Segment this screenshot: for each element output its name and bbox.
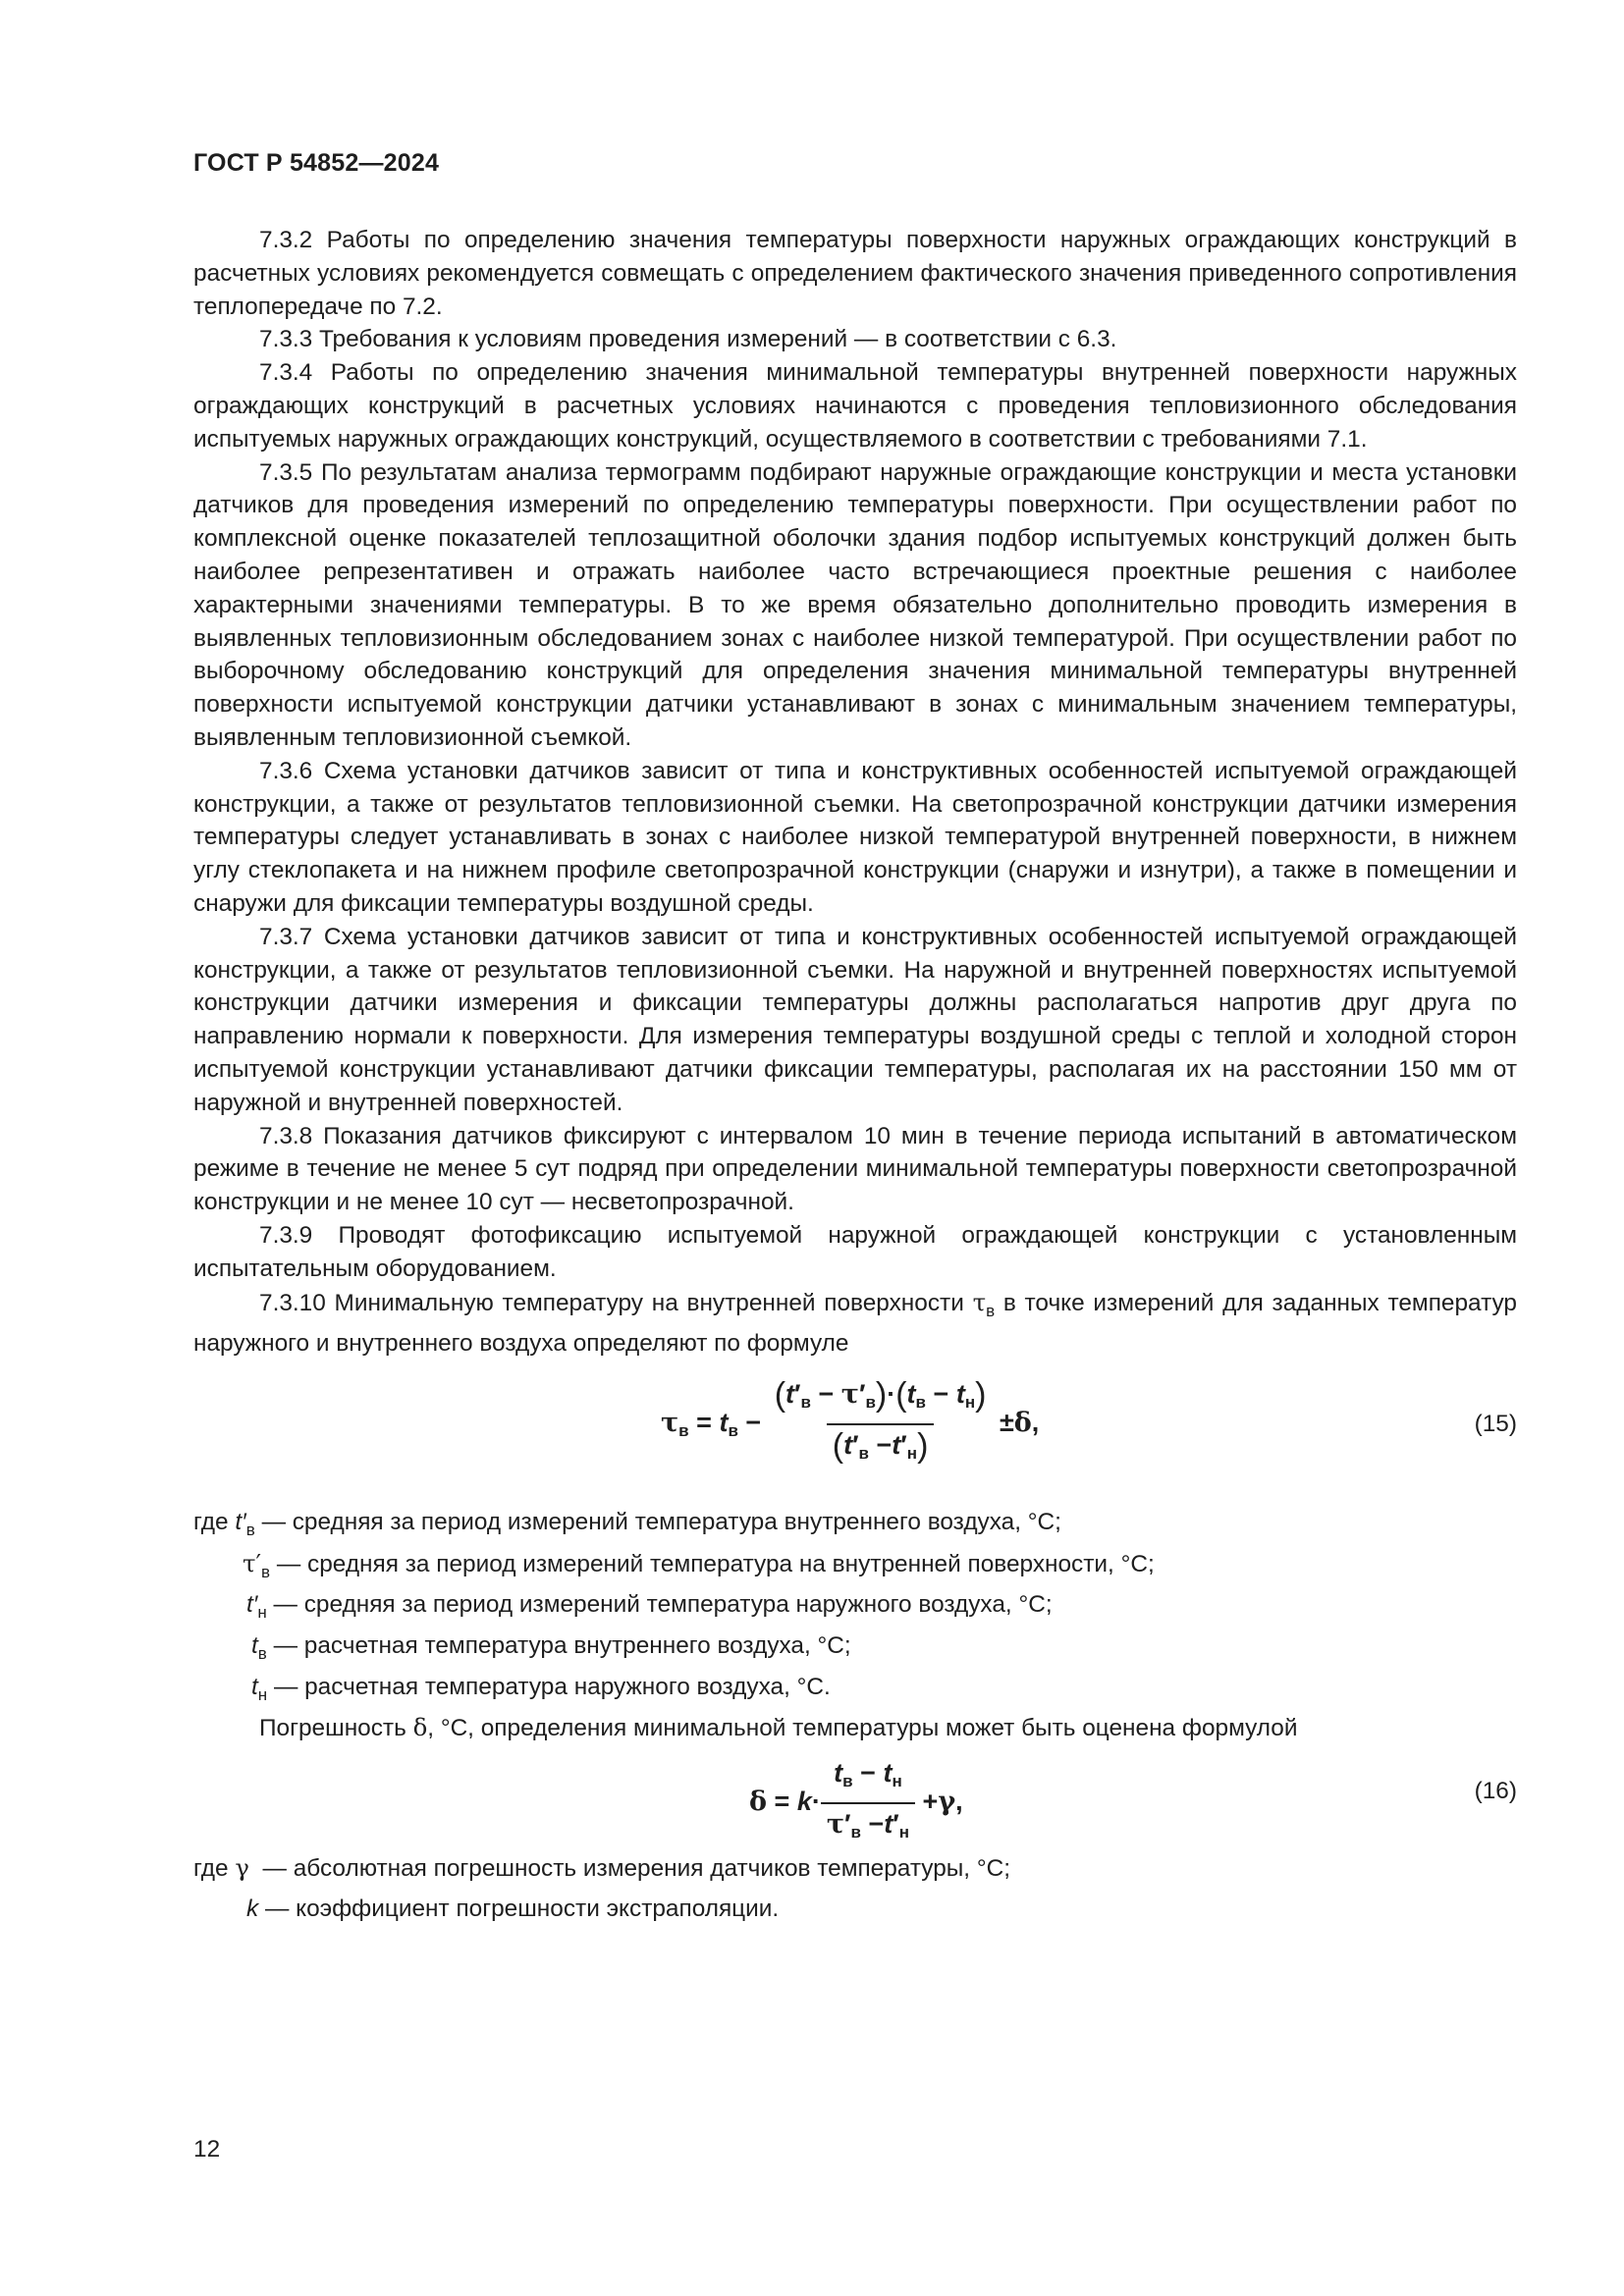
formula-15-numerator: (t′в − τ′в)·(tв − tн) xyxy=(774,1376,987,1415)
formula-16-fraction xyxy=(821,1757,915,1849)
paragraph-7-3-7: 7.3.7 Схема установки датчиков зависит от типа и конструктивных особенностей испытуемой ограждающей конструкции, а также от результатов тепловизионной съемки. На наружной и внутренней поверхностях испытуемой конструкции датчики измерения и фиксации температуры должны располагаться напротив друг друга по направлению нормали к поверхности. Для измерения температуры воздушной среды с теплой и холодной сторон испытуемой конструкции устанавливают датчики фиксации температуры, располагая их на расстоянии 150 мм от наружной и внутренней поверхностей. xyxy=(193,923,1517,1116)
definition-row: где γ — абсолютная погрешность измерения датчиков температуры, °С; xyxy=(193,1853,1010,1883)
formula-16-number: (16) xyxy=(1474,1778,1517,1805)
document-code-header: ГОСТ Р 54852—2024 xyxy=(193,149,440,177)
formula-15-fraction xyxy=(769,1378,993,1470)
paragraph-7-3-9: 7.3.9 Проводят фотофиксацию испытуемой наружной ограждающей конструкции с установленным испытательным оборудованием. xyxy=(193,1221,1517,1282)
formula-15-row xyxy=(193,1370,1517,1488)
document-body xyxy=(193,224,1517,1930)
definition-row: $t_н$ — расчетная температура наружного воздуха, °С. xyxy=(251,1674,831,1705)
formula-15: τв = tв − $\frac{(t'в - \tau'в)\cdot(tв - tн)}{(t'в -t'н)}$ ±δ, xyxy=(661,1378,1039,1470)
page-number: 12 xyxy=(193,2136,221,2163)
paragraph-7-3-2: 7.3.2 Работы по определению значения температуры поверхности наружных ограждающих конструкций в расчетных условиях рекомендуется совмещать с определением фактического значения приведенного сопротивления теплопередаче по 7.2. xyxy=(193,227,1517,320)
formula-16-definitions xyxy=(193,1847,1517,1930)
error-estimation-note: Погрешность δ, °С, определения минимальной температуры может быть оценена формулой xyxy=(259,1713,1298,1742)
formula-16-denominator: τ′в −t′н xyxy=(821,1802,915,1849)
definition-row: $t'_н$ — средняя за период измерений температура наружного воздуха, °С; xyxy=(246,1591,1053,1623)
formula-16-numerator: tв − tн xyxy=(834,1758,902,1791)
formula-15-denominator: (t′в −t′н) xyxy=(827,1423,935,1470)
paragraph-7-3-10: 7.3.10 Минимальную температуру на внутренней поверхности $\tau_в$ в точке измерений для заданных температур наружного и внутреннего воздуха определяют по формуле xyxy=(193,1287,1517,1358)
paragraph-7-3-6: 7.3.6 Схема установки датчиков зависит от типа и конструктивных особенностей испытуемой ограждающей конструкции, а также от результатов тепловизионной съемки. На светопрозрачной конструкции датчики измерения температуры следует устанавливать в зонах с наиболее низкой температурой внутренней поверхности, в нижнем углу стеклопакета и на нижнем профиле светопрозрачной конструкции (снаружи и изнутри), а также в помещении и снаружи для фиксации температуры воздушной среды. xyxy=(193,757,1517,917)
definition-row: $\tau'_в$ — средняя за период измерений температура на внутренней поверхности, °С; xyxy=(243,1549,1155,1582)
definition-row: $t_в$ — расчетная температура внутреннего воздуха, °С; xyxy=(251,1632,851,1664)
definition-row: k — коэффициент погрешности экстраполяции. xyxy=(246,1896,780,1923)
paragraph-7-3-5: 7.3.5 По результатам анализа термограмм подбирают наружные ограждающие конструкции и места установки датчиков для проведения измерений по определению температуры поверхности. При осуществлении работ по комплексной оценке показателей теплозащитной оболочки здания подбор испытуемых конструкций должен быть наиболее репрезентативен и отражать наиболее часто встречающиеся проектные решения с наиболее характерными значениями температуры. В то же время обязательно дополнительно проводить измерения в выявленных тепловизионным обследованием зонах с наиболее низкой температурой. При осуществлении работ по выборочному обследованию конструкций для определения значения минимальной температуры внутренней поверхности испытуемой конструкции датчики устанавливают в зонах с минимальным значением температуры, выявленным тепловизионной съемкой. xyxy=(193,458,1517,751)
formula-15-definitions xyxy=(193,1502,1517,1747)
formula-15-number: (15) xyxy=(1474,1411,1517,1438)
paragraph-7-3-4: 7.3.4 Работы по определению значения минимальной температуры внутренней поверхности наружных ограждающих конструкций в расчетных условиях начинаются с проведения тепловизионного обследования испытуемых наружных ограждающих конструкций, осуществляемого в соответствии с требованиями 7.1. xyxy=(193,359,1517,453)
formula-16-row xyxy=(193,1753,1517,1843)
paragraph-7-3-3: 7.3.3 Требования к условиям проведения измерений — в соответствии с 6.3. xyxy=(259,326,1117,353)
definition-row: где $t'_в$ — средняя за период измерений температура внутреннего воздуха, °С; xyxy=(193,1509,1061,1540)
paragraph-7-3-8: 7.3.8 Показания датчиков фиксируют с интервалом 10 мин в течение периода испытаний в автоматическом режиме в течение не менее 5 сут подряд при определении минимальной температуры поверхности светопрозрачной конструкции и не менее 10 сут — несветопрозрачной. xyxy=(193,1122,1517,1216)
formula-16: δ = k· $\frac{tв - tн}{\tau'в -t'н}$ +γ, xyxy=(749,1757,963,1849)
